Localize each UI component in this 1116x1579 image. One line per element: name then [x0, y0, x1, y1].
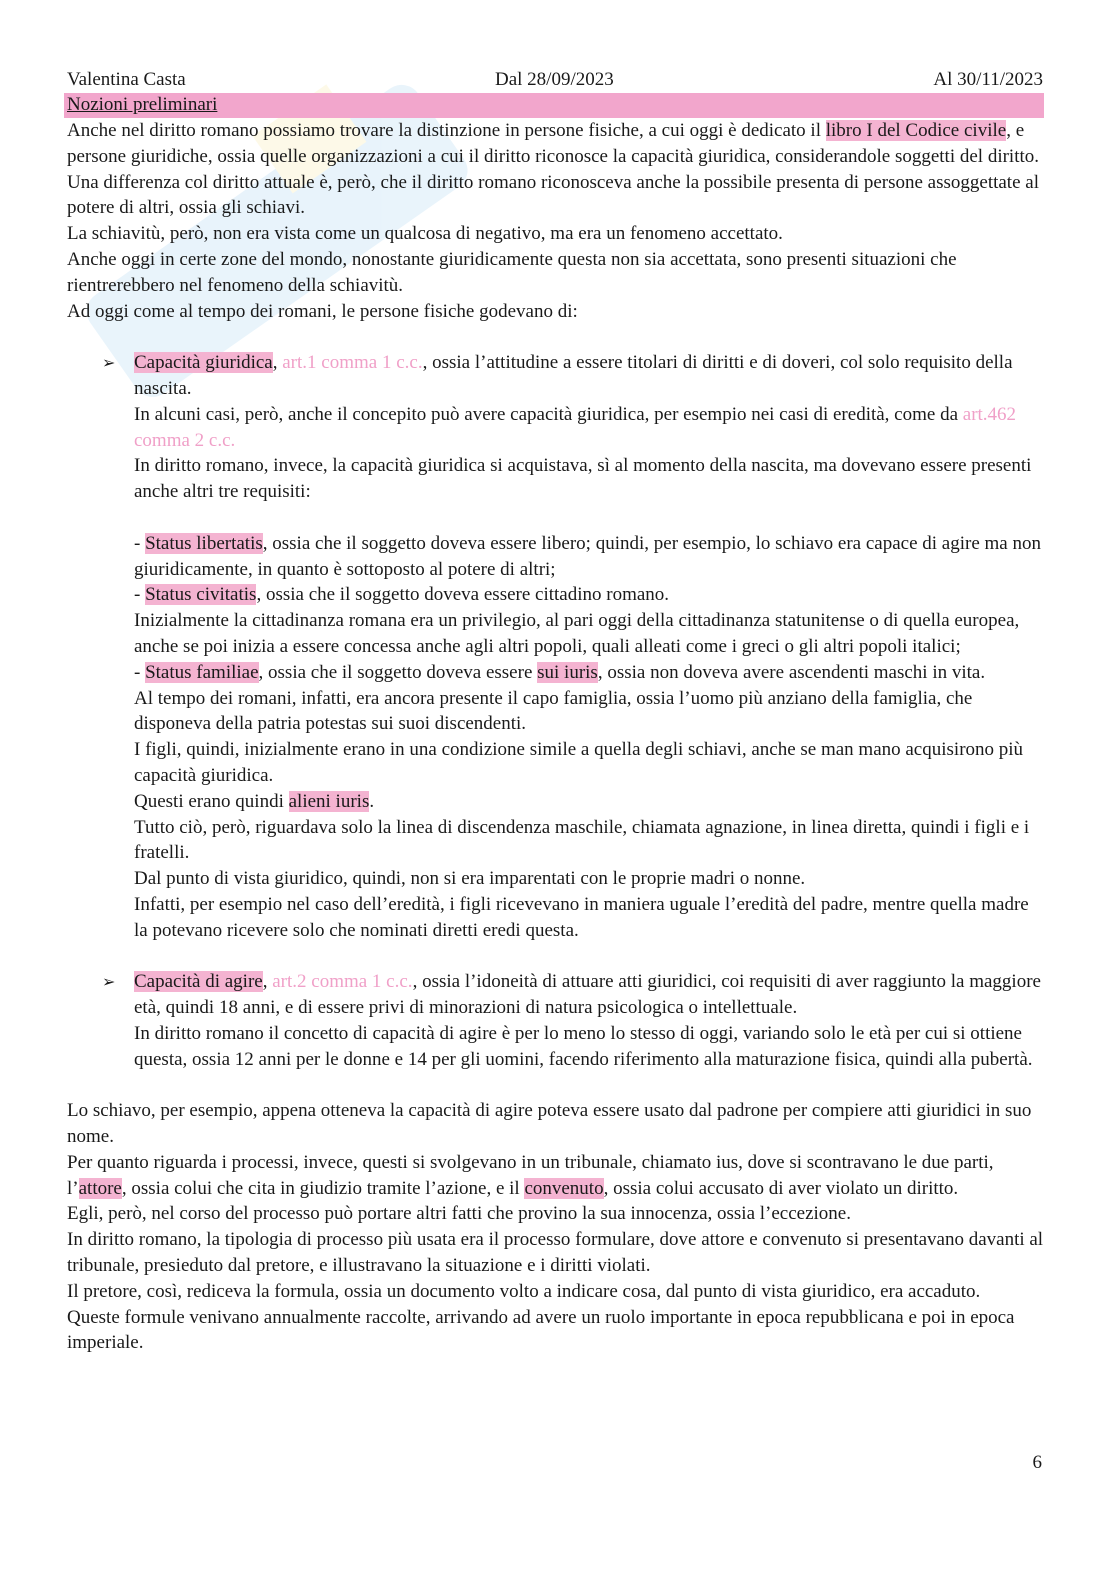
familiae-paragraph-5: Dal punto di vista giuridico, quindi, non si era imparentati con le proprie madri o nonne. — [134, 868, 806, 890]
highlight-term: Capacità giuridica — [134, 352, 273, 374]
page-number: 6 — [1032, 1452, 1042, 1473]
outro-paragraph-4: In diritto romano, la tipologia di processo più usata era il processo formulare, dove attore e convenuto si presentavano davanti al tribunale, presieduto dal pretore, e illustravano la situazione e i diritti violati. — [67, 1229, 1044, 1277]
highlight-term: Capacità di agire — [134, 971, 263, 993]
highlight-term: Status civitatis — [145, 584, 257, 606]
intro-paragraph-2: Una differenza col diritto attuale è, però, che il diritto romano riconosceva anche la possibile presenta di persone assoggettate al potere di altri, ossia gli schiavi. — [67, 171, 1039, 219]
bullet-capacita-giuridica: ➢ Capacità giuridica, art.1 comma 1 c.c., ossia l’attitudine a essere titolari di diritti e di doveri, col solo requisito della nascita. — [102, 352, 1013, 399]
article-reference: art.2 comma 1 c.c. — [272, 971, 413, 993]
text-run: , ossia non doveva avere ascendenti maschi in vita. — [597, 661, 986, 683]
bullet2-paragraph-2: In diritto romano il concetto di capacità di agire è per lo meno lo stesso di oggi, variando solo le età per cui si ottiene questa, ossia 12 anni per le donne e 14 per gli uomini, facendo riferimento alla maturazione fisica, quindi alla pubertà. — [134, 1022, 1033, 1070]
familiae-paragraph-4: Tutto ciò, però, riguardava solo la linea di discendenza maschile, chiamata agnazione, in linea diretta, quindi i figli e i fratelli. — [134, 816, 1030, 864]
familiae-paragraph-1: Al tempo dei romani, infatti, era ancora presente il capo famiglia, ossia l’uomo più anziano della famiglia, che disponeva della patria potestas sui suoi discendenti. — [134, 687, 973, 735]
text-run: Questi erano quindi — [134, 790, 289, 812]
status-libertatis: - Status libertatis, ossia che il soggetto doveva essere libero; quindi, per esempio, lo schiavo era capace di agire ma non giuridicamente, in quanto è sottoposto al potere di altri; — [134, 532, 1041, 580]
intro-paragraph-3: La schiavitù, però, non era vista come un qualcosa di negativo, ma era un fenomeno accettato. — [67, 223, 783, 245]
intro-paragraph-4: Anche oggi in certe zone del mondo, nonostante giuridicamente questa non sia accettata, sono presenti situazioni che rientrerebbero nel fenomeno della schiavitù. — [67, 248, 957, 296]
text-run: . — [369, 790, 375, 812]
highlight-codice-civile: libro I del Codice civile — [825, 120, 1007, 141]
highlight-attore: attore — [78, 1177, 122, 1199]
status-civitatis-detail: Inizialmente la cittadinanza romana era un privilegio, al pari oggi della cittadinanza statunitense o di quella europea, anche se poi inizia a essere concessa anche agli altri popoli, quali alleati come i greci o gli altri popoli italici; — [134, 610, 1020, 657]
highlight-term: Status familiae — [145, 661, 259, 683]
header-date-to: Al 30/11/2023 — [933, 69, 1043, 90]
text-run: , ossia che il soggetto doveva essere cittadino romano. — [256, 584, 670, 606]
bullet1-paragraph-2 — [67, 402, 1045, 454]
text-run: Per quanto riguarda i processi, invece, questi si svolgevano in un tribunale, chiamato ius, dove si scontravano le due parti, l’ — [67, 1151, 994, 1199]
outro-paragraph-6: Queste formule venivano annualmente raccolte, arrivando ad avere un ruolo importante in epoca repubblicana e poi in epoca imperiale. — [67, 1306, 1015, 1354]
familiae-paragraph-2: I figli, quindi, inizialmente erano in una condizione simile a quella degli schiavi, anche se man mano acquisirono più capacità giuridica. — [134, 739, 1024, 786]
text-run: , ossia colui che cita in giudizio tramite l’azione, e il — [121, 1177, 525, 1199]
text-run: , ossia che il soggetto doveva essere libero; quindi, per esempio, lo schiavo era capace di agire ma non giuridicamente, in quanto è sottoposto al potere di altri; — [134, 532, 1041, 580]
intro-paragraph-1 — [67, 118, 1045, 170]
document-body — [67, 118, 1045, 1356]
familiae-paragraph-6: Infatti, per esempio nel caso dell’eredità, i figli ricevevano in maniera uguale l’eredità del padre, mentre quella madre la potevano ricevere solo che nominati diretti eredi questa. — [134, 893, 1029, 941]
header-author: Valentina Casta — [67, 69, 186, 90]
highlight-alieni-iuris: alieni iuris — [288, 790, 370, 812]
outro-paragraph-2 — [67, 1150, 1045, 1202]
outro-paragraph-1: Lo schiavo, per esempio, appena otteneva la capacità di agire poteva essere usato dal padrone per compiere atti giuridici in suo nome. — [67, 1100, 1032, 1148]
article-reference: art.462 comma 2 c.c. — [134, 403, 1017, 451]
status-familiae: - Status familiae, ossia che il soggetto doveva essere sui iuris, ossia non doveva avere ascendenti maschi in vita. — [134, 661, 986, 683]
outro-paragraph-3: Egli, però, nel corso del processo può portare altri fatti che provino la sua innocenza, ossia l’eccezione. — [67, 1203, 851, 1225]
familiae-paragraph-3 — [67, 789, 1045, 815]
page-header — [67, 66, 1043, 94]
bullet-capacita-di-agire: ➢ Capacità di agire, art.2 comma 1 c.c., ossia l’idoneità di attuare atti giuridici, coi requisiti di aver raggiunto la maggiore età, quindi 18 anni, e di essere privi di minorazioni di natura psicologica o intellettuale. — [102, 971, 1041, 1019]
status-civitatis: - Status civitatis, ossia che il soggetto doveva essere cittadino romano. — [134, 584, 670, 606]
article-reference: art.1 comma 1 c.c. — [282, 352, 423, 374]
spacer — [67, 324, 1045, 350]
highlight-term: Status libertatis — [145, 532, 263, 554]
text-run: , ossia l’idoneità di attuare atti giuridici, coi requisiti di aver raggiunto la maggiore età, quindi 18 anni, e di essere privi di minorazioni di natura psicologica o intellettuale. — [134, 971, 1041, 1019]
text-run: , e persone giuridiche, ossia quelle organizzazioni a cui il diritto riconosce la capacità giuridica, considerandole soggetti del diritto. — [67, 120, 1040, 167]
spacer — [67, 944, 1045, 970]
header-date-from: Dal 28/09/2023 — [495, 69, 614, 90]
spacer — [67, 505, 1045, 531]
highlight-convenuto: convenuto — [524, 1177, 604, 1199]
section-title: Nozioni preliminari — [67, 94, 218, 115]
bullet1-paragraph-3: In diritto romano, invece, la capacità giuridica si acquistava, sì al momento della nascita, ma dovevano essere presenti anche altri tre requisiti: — [134, 455, 1032, 503]
arrow-bullet-icon: ➢ — [102, 972, 116, 992]
outro-paragraph-5: Il pretore, così, rediceva la formula, ossia un documento volto a indicare cosa, dal punto di vista giuridico, era accaduto. — [67, 1280, 981, 1302]
text-run: , ossia l’attitudine a essere titolari di diritti e di doveri, col solo requisito della nascita. — [134, 352, 1013, 399]
arrow-bullet-icon: ➢ — [102, 353, 116, 373]
highlight-sui-iuris: sui iuris — [537, 661, 598, 683]
intro-paragraph-5: Ad oggi come al tempo dei romani, le persone fisiche godevano di: — [67, 300, 578, 322]
text-run: In alcuni casi, però, anche il concepito può avere capacità giuridica, per esempio nei casi di eredità, come da — [134, 403, 963, 425]
spacer — [67, 1072, 1045, 1098]
text-run: , ossia che il soggetto doveva essere — [258, 661, 538, 683]
text-run: Anche nel diritto romano possiamo trovare la distinzione in persone fisiche, a cui oggi è dedicato il — [67, 120, 826, 141]
text-run: , ossia colui accusato di aver violato un diritto. — [603, 1177, 959, 1199]
